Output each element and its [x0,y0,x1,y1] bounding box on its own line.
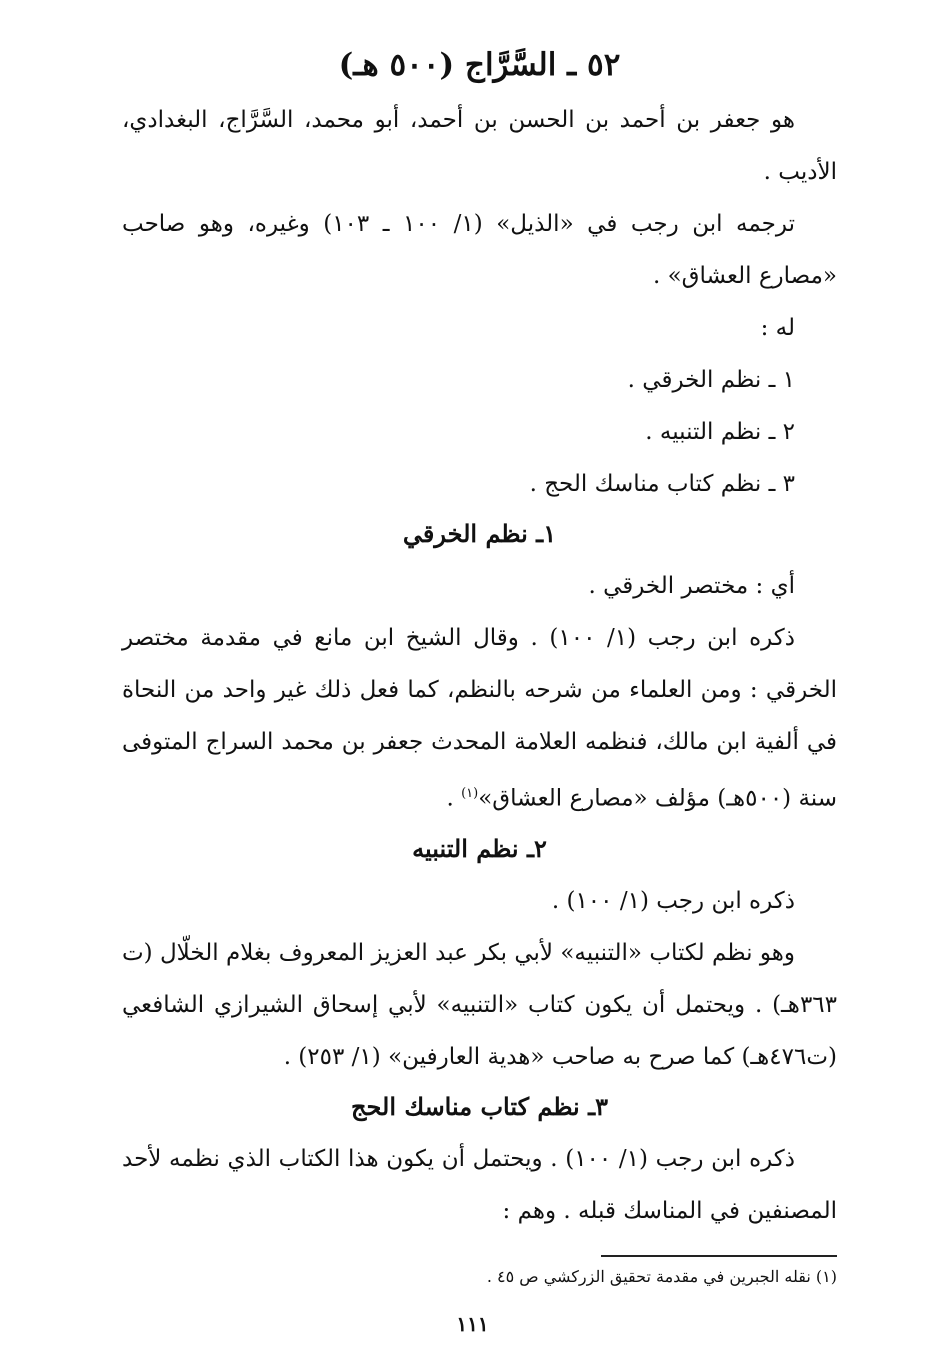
section-paragraph: ذكره ابن رجب (١/ ١٠٠) . ويحتمل أن يكون هذا الكتاب الذي نظمه لأحد المصنفين في المناسك قبله . وهم : [122,1145,837,1224]
paragraph-tail: . [446,785,462,812]
works-list-item: ١ ـ نظم الخرقي . [627,367,795,393]
works-list-item: ٣ ـ نظم كتاب مناسك الحج . [529,471,795,497]
footnote: (١) نقله الجبرين في مقدمة تحقيق الزركشي ص ٤٥ . [486,1267,837,1286]
section-heading: ٣ـ نظم كتاب مناسك الحج [351,1091,608,1121]
works-list [122,354,837,510]
section-paragraph: أي : مختصر الخرقي . [588,573,795,599]
section-paragraph: وهو نظم لكتاب «التنبيه» لأبي بكر عبد العزيز المعروف بغلام الخلّال (ت ٣٦٣هـ) . ويحتمل أن يكون كتاب «التنبيه» لأبي إسحاق الشيرازي الشافعي (ت٤٧٦هـ) كما صرح به صاحب «هدية العارفين» (١/ ٢٥٣) . [122,939,837,1070]
section-paragraph [122,612,837,825]
works-label: له : [760,315,795,341]
page-number: ١١١ [456,1312,489,1336]
footnote-marker[interactable]: (١) [461,786,479,801]
works-list-item: ٢ ـ نظم التنبيه . [645,419,795,445]
intro-paragraph: هو جعفر بن أحمد بن الحسن بن أحمد، أبو محمد، السَّرَّاج، البغدادي، الأديب . [122,107,837,185]
intro-paragraph: ترجمه ابن رجب في «الذيل» (١/ ١٠٠ ـ ١٠٣) وغيره، وهو صاحب «مصارع العشاق» . [122,211,837,289]
section-paragraph: ذكره ابن رجب (١/ ١٠٠) . [551,887,795,914]
section-heading: ٢ـ نظم التنبيه [412,833,547,863]
paragraph-text: ذكره ابن رجب (١/ ١٠٠) . وقال الشيخ ابن مانع في مقدمة مختصر الخرقي : ومن العلماء من شرحه بالنظم، كما فعل ذلك غير واحد من النحاة في ألفية ابن مالك، فنظمه العلامة المحدث جعفر بن محمد السراج المتوفى سنة (٥٠٠هـ) مؤلف «مصارع العشاق» [122,625,837,812]
footnote-divider [601,1255,837,1257]
section-heading: ١ـ نظم الخرقي [402,519,557,548]
entry-title: ٥٢ ـ السَّرَّاج (٥٠٠ هـ) [338,47,621,83]
